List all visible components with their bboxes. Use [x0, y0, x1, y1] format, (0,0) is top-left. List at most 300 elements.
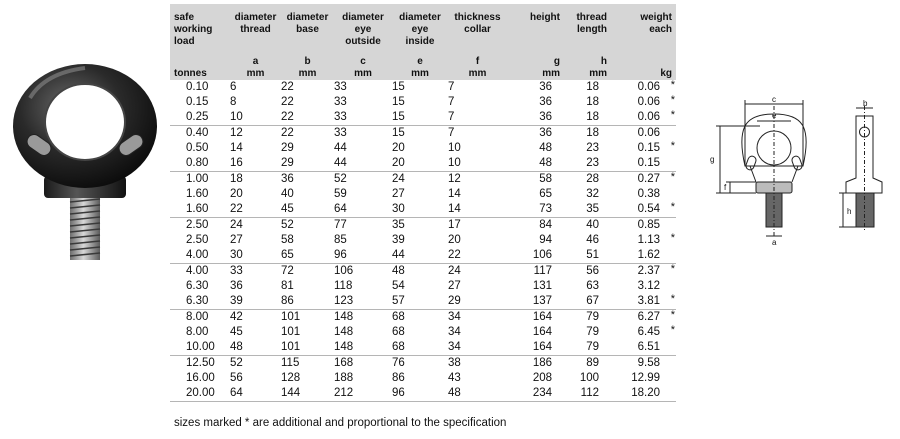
cell-value: 44	[334, 142, 347, 154]
cell-value: 8	[230, 96, 237, 108]
header-unit-cell: h mm	[564, 55, 611, 80]
cell-value: 24	[230, 219, 243, 231]
cell-a	[230, 325, 281, 340]
cell-g	[507, 95, 564, 110]
cell-h	[564, 356, 611, 372]
cell-swl	[170, 156, 230, 172]
cell-e	[392, 233, 448, 248]
cell-f	[448, 126, 507, 142]
header-diameter-eye-inside: diameter eye inside	[392, 4, 448, 55]
cell-f	[448, 386, 507, 402]
cell-e	[392, 156, 448, 172]
spec-table-body	[170, 80, 676, 402]
cell-value: 56	[586, 265, 599, 277]
table-row	[170, 279, 676, 294]
table-row	[170, 386, 676, 402]
cell-b	[281, 110, 334, 126]
cell-value: 20	[448, 234, 461, 246]
cell-e	[392, 356, 448, 372]
cell-value: 23	[586, 142, 599, 154]
cell-value: 22	[448, 249, 461, 261]
cell-value: 8.00	[186, 326, 209, 338]
cell-value: 20	[230, 188, 243, 200]
table-row	[170, 172, 676, 188]
cell-value: 101	[281, 341, 301, 353]
cell-w	[611, 110, 676, 126]
table-row	[170, 325, 676, 340]
cell-value: 0.06	[637, 96, 660, 108]
cell-h	[564, 233, 611, 248]
additional-size-marker: *	[670, 94, 675, 106]
cell-value: 81	[281, 280, 294, 292]
cell-value: 1.60	[186, 203, 209, 215]
cell-value: 117	[533, 265, 552, 277]
cell-value: 106	[334, 265, 354, 277]
cell-value: 36	[539, 127, 552, 139]
additional-size-marker: *	[670, 79, 675, 91]
cell-value: 164	[532, 341, 552, 353]
table-row	[170, 340, 676, 356]
cell-value: 7	[448, 127, 455, 139]
cell-value: 148	[334, 326, 354, 338]
cell-value: 22	[281, 96, 294, 108]
cell-b	[281, 294, 334, 310]
cell-value: 68	[392, 341, 405, 353]
cell-swl	[170, 371, 230, 386]
header-diameter-base: diameter base	[281, 4, 334, 55]
cell-value: 0.06	[637, 127, 660, 139]
additional-size-marker: *	[670, 309, 675, 321]
cell-e	[392, 110, 448, 126]
cell-b	[281, 248, 334, 264]
cell-value: 33	[334, 96, 347, 108]
cell-c	[334, 95, 392, 110]
cell-w	[611, 371, 676, 386]
cell-e	[392, 126, 448, 142]
cell-a	[230, 386, 281, 402]
cell-value: 20	[392, 157, 405, 169]
cell-value: 0.15	[637, 142, 660, 154]
cell-e	[392, 248, 448, 264]
cell-value: 36	[539, 81, 552, 93]
cell-b	[281, 279, 334, 294]
cell-h	[564, 279, 611, 294]
cell-e	[392, 218, 448, 234]
cell-value: 2.37	[637, 265, 660, 277]
cell-value: 1.62	[637, 249, 660, 261]
cell-f	[448, 340, 507, 356]
cell-value: 15	[392, 96, 405, 108]
cell-value: 59	[334, 188, 347, 200]
cell-f	[448, 233, 507, 248]
cell-value: 0.27	[637, 173, 660, 185]
cell-value: 0.15	[186, 96, 209, 108]
cell-value: 106	[532, 249, 552, 261]
cell-value: 101	[281, 326, 301, 338]
cell-h	[564, 325, 611, 340]
cell-value: 123	[334, 295, 354, 307]
cell-a	[230, 279, 281, 294]
cell-f	[448, 202, 507, 218]
cell-value: 22	[281, 111, 294, 123]
cell-value: 28	[586, 173, 599, 185]
cell-value: 36	[230, 280, 243, 292]
header-unit-row	[170, 55, 676, 80]
cell-value: 48	[539, 142, 552, 154]
cell-value: 43	[448, 372, 461, 384]
table-row	[170, 141, 676, 156]
cell-b	[281, 371, 334, 386]
table-row	[170, 156, 676, 172]
cell-e	[392, 340, 448, 356]
cell-swl	[170, 325, 230, 340]
header-unit-cell: e mm	[392, 55, 448, 80]
cell-value: 18	[230, 173, 243, 185]
cell-swl	[170, 80, 230, 95]
cell-w	[611, 325, 676, 340]
cell-value: 0.38	[637, 188, 660, 200]
cell-b	[281, 172, 334, 188]
cell-g	[507, 141, 564, 156]
cell-g	[507, 126, 564, 142]
cell-value: 0.25	[186, 111, 209, 123]
cell-value: 18	[586, 96, 599, 108]
dim-label-f: f	[724, 183, 727, 192]
cell-h	[564, 156, 611, 172]
cell-g	[507, 156, 564, 172]
table-row	[170, 264, 676, 280]
cell-value: 6.51	[637, 341, 660, 353]
cell-value: 57	[392, 295, 405, 307]
table-row	[170, 187, 676, 202]
cell-w	[611, 294, 676, 310]
cell-value: 15	[392, 127, 405, 139]
cell-value: 79	[586, 326, 599, 338]
dim-label-e: e	[772, 111, 777, 120]
cell-value: 64	[334, 203, 347, 215]
cell-a	[230, 202, 281, 218]
cell-h	[564, 80, 611, 95]
cell-c	[334, 279, 392, 294]
cell-value: 22	[230, 203, 243, 215]
cell-g	[507, 310, 564, 326]
header-unit-cell: b mm	[281, 55, 334, 80]
cell-value: 6.30	[186, 295, 209, 307]
cell-swl	[170, 218, 230, 234]
cell-value: 18	[586, 127, 599, 139]
cell-c	[334, 202, 392, 218]
cell-value: 86	[281, 295, 294, 307]
cell-value: 24	[392, 173, 405, 185]
cell-b	[281, 218, 334, 234]
cell-value: 188	[334, 372, 354, 384]
cell-swl	[170, 264, 230, 280]
cell-swl	[170, 233, 230, 248]
cell-value: 0.40	[186, 127, 209, 139]
cell-value: 148	[334, 341, 354, 353]
cell-value: 1.60	[186, 188, 209, 200]
cell-a	[230, 110, 281, 126]
cell-value: 3.81	[637, 295, 660, 307]
dim-label-g: g	[710, 155, 715, 164]
cell-w	[611, 95, 676, 110]
cell-value: 56	[230, 372, 243, 384]
cell-value: 14	[448, 188, 461, 200]
cell-value: 51	[586, 249, 599, 261]
header-unit-cell: c mm	[334, 55, 392, 80]
cell-w	[611, 279, 676, 294]
cell-swl	[170, 187, 230, 202]
cell-f	[448, 80, 507, 95]
footnote: sizes marked * are additional and proportional to the specification	[174, 417, 507, 429]
cell-value: 234	[532, 387, 552, 399]
cell-e	[392, 80, 448, 95]
cell-value: 0.54	[637, 203, 660, 215]
cell-value: 38	[448, 357, 461, 369]
cell-value: 96	[392, 387, 405, 399]
cell-f	[448, 248, 507, 264]
additional-size-marker: *	[670, 109, 675, 121]
cell-value: 101	[281, 311, 301, 323]
cell-a	[230, 80, 281, 95]
cell-value: 18	[586, 81, 599, 93]
cell-value: 14	[230, 142, 243, 154]
table-row	[170, 80, 676, 95]
cell-b	[281, 264, 334, 280]
table-row	[170, 356, 676, 372]
cell-f	[448, 218, 507, 234]
additional-size-marker: *	[670, 263, 675, 275]
cell-swl	[170, 340, 230, 356]
additional-size-marker: *	[670, 232, 675, 244]
cell-c	[334, 110, 392, 126]
cell-swl	[170, 294, 230, 310]
cell-h	[564, 126, 611, 142]
cell-b	[281, 386, 334, 402]
cell-a	[230, 294, 281, 310]
cell-value: 4.00	[186, 265, 209, 277]
cell-value: 0.50	[186, 142, 209, 154]
cell-value: 118	[334, 280, 353, 292]
cell-value: 9.58	[637, 357, 660, 369]
table-row	[170, 248, 676, 264]
table-row	[170, 95, 676, 110]
table-row	[170, 371, 676, 386]
cell-value: 10.00	[186, 341, 215, 353]
cell-value: 44	[334, 157, 347, 169]
cell-value: 40	[586, 219, 599, 231]
cell-value: 7	[448, 96, 455, 108]
cell-value: 0.06	[637, 111, 660, 123]
cell-a	[230, 126, 281, 142]
cell-c	[334, 356, 392, 372]
cell-value: 39	[392, 234, 405, 246]
header-unit-cell: tonnes	[170, 55, 230, 80]
cell-value: 15	[392, 111, 405, 123]
cell-a	[230, 172, 281, 188]
cell-swl	[170, 356, 230, 372]
cell-h	[564, 218, 611, 234]
table-row	[170, 126, 676, 142]
cell-value: 2.50	[186, 219, 209, 231]
cell-f	[448, 325, 507, 340]
cell-c	[334, 371, 392, 386]
cell-swl	[170, 141, 230, 156]
cell-value: 18.20	[631, 387, 660, 399]
cell-w	[611, 187, 676, 202]
cell-b	[281, 202, 334, 218]
cell-h	[564, 340, 611, 356]
header-unit-cell: g mm	[507, 55, 564, 80]
cell-c	[334, 187, 392, 202]
cell-value: 17	[448, 219, 461, 231]
cell-w	[611, 156, 676, 172]
cell-w	[611, 126, 676, 142]
header-unit-cell: a mm	[230, 55, 281, 80]
cell-f	[448, 310, 507, 326]
cell-c	[334, 233, 392, 248]
cell-value: 27	[448, 280, 461, 292]
cell-value: 72	[281, 265, 294, 277]
cell-value: 6.27	[637, 311, 660, 323]
additional-size-marker: *	[670, 140, 675, 152]
cell-b	[281, 340, 334, 356]
cell-value: 0.06	[637, 81, 660, 93]
cell-a	[230, 248, 281, 264]
cell-a	[230, 156, 281, 172]
cell-c	[334, 325, 392, 340]
cell-value: 63	[586, 280, 599, 292]
additional-size-marker: *	[670, 324, 675, 336]
cell-value: 39	[230, 295, 243, 307]
cell-swl	[170, 126, 230, 142]
cell-value: 0.80	[186, 157, 209, 169]
cell-e	[392, 371, 448, 386]
eye-bolt-spec-table	[170, 4, 676, 402]
cell-swl	[170, 248, 230, 264]
cell-w	[611, 172, 676, 188]
cell-e	[392, 386, 448, 402]
cell-value: 7	[448, 81, 455, 93]
cell-w	[611, 386, 676, 402]
cell-b	[281, 325, 334, 340]
cell-value: 164	[532, 311, 552, 323]
cell-value: 12	[230, 127, 243, 139]
cell-value: 24	[448, 265, 461, 277]
cell-g	[507, 202, 564, 218]
cell-value: 29	[281, 157, 294, 169]
cell-f	[448, 141, 507, 156]
cell-value: 79	[586, 341, 599, 353]
cell-c	[334, 310, 392, 326]
cell-value: 16	[230, 157, 243, 169]
cell-g	[507, 356, 564, 372]
cell-h	[564, 141, 611, 156]
cell-a	[230, 187, 281, 202]
cell-value: 79	[586, 311, 599, 323]
cell-value: 32	[586, 188, 599, 200]
cell-c	[334, 264, 392, 280]
cell-a	[230, 141, 281, 156]
header-unit-cell: kg	[611, 55, 676, 80]
cell-value: 58	[539, 173, 552, 185]
cell-g	[507, 80, 564, 95]
cell-f	[448, 156, 507, 172]
cell-swl	[170, 310, 230, 326]
cell-g	[507, 248, 564, 264]
cell-value: 10	[448, 142, 461, 154]
cell-value: 115	[281, 357, 300, 369]
cell-c	[334, 156, 392, 172]
table-row	[170, 202, 676, 218]
cell-value: 45	[281, 203, 294, 215]
cell-value: 33	[334, 127, 347, 139]
cell-h	[564, 386, 611, 402]
cell-value: 6.30	[186, 280, 209, 292]
cell-value: 0.15	[637, 157, 660, 169]
cell-value: 52	[230, 357, 243, 369]
cell-f	[448, 264, 507, 280]
cell-value: 64	[230, 387, 243, 399]
cell-c	[334, 126, 392, 142]
cell-a	[230, 218, 281, 234]
spec-table-container	[170, 4, 676, 402]
cell-g	[507, 264, 564, 280]
cell-h	[564, 187, 611, 202]
cell-value: 58	[281, 234, 294, 246]
cell-value: 65	[539, 188, 552, 200]
cell-f	[448, 187, 507, 202]
cell-value: 2.50	[186, 234, 209, 246]
cell-value: 30	[392, 203, 405, 215]
cell-f	[448, 95, 507, 110]
cell-e	[392, 187, 448, 202]
cell-c	[334, 80, 392, 95]
header-unit-cell: f mm	[448, 55, 507, 80]
dim-label-a: a	[772, 238, 777, 246]
cell-a	[230, 371, 281, 386]
cell-value: 85	[334, 234, 347, 246]
cell-value: 186	[532, 357, 552, 369]
cell-value: 0.10	[186, 81, 209, 93]
cell-f	[448, 356, 507, 372]
cell-value: 7	[448, 111, 455, 123]
header-weight-each: weight each	[611, 4, 676, 55]
cell-value: 36	[281, 173, 294, 185]
cell-value: 34	[448, 341, 461, 353]
table-row	[170, 233, 676, 248]
cell-swl	[170, 95, 230, 110]
cell-h	[564, 310, 611, 326]
cell-g	[507, 325, 564, 340]
cell-value: 27	[392, 188, 405, 200]
cell-g	[507, 386, 564, 402]
cell-w	[611, 141, 676, 156]
cell-value: 54	[392, 280, 405, 292]
cell-c	[334, 141, 392, 156]
cell-value: 33	[334, 111, 347, 123]
cell-value: 94	[539, 234, 552, 246]
dim-label-h: h	[847, 207, 852, 216]
cell-a	[230, 264, 281, 280]
cell-c	[334, 248, 392, 264]
cell-value: 52	[281, 219, 294, 231]
cell-w	[611, 340, 676, 356]
cell-value: 36	[539, 96, 552, 108]
cell-value: 100	[579, 372, 599, 384]
cell-value: 144	[281, 387, 301, 399]
cell-b	[281, 156, 334, 172]
